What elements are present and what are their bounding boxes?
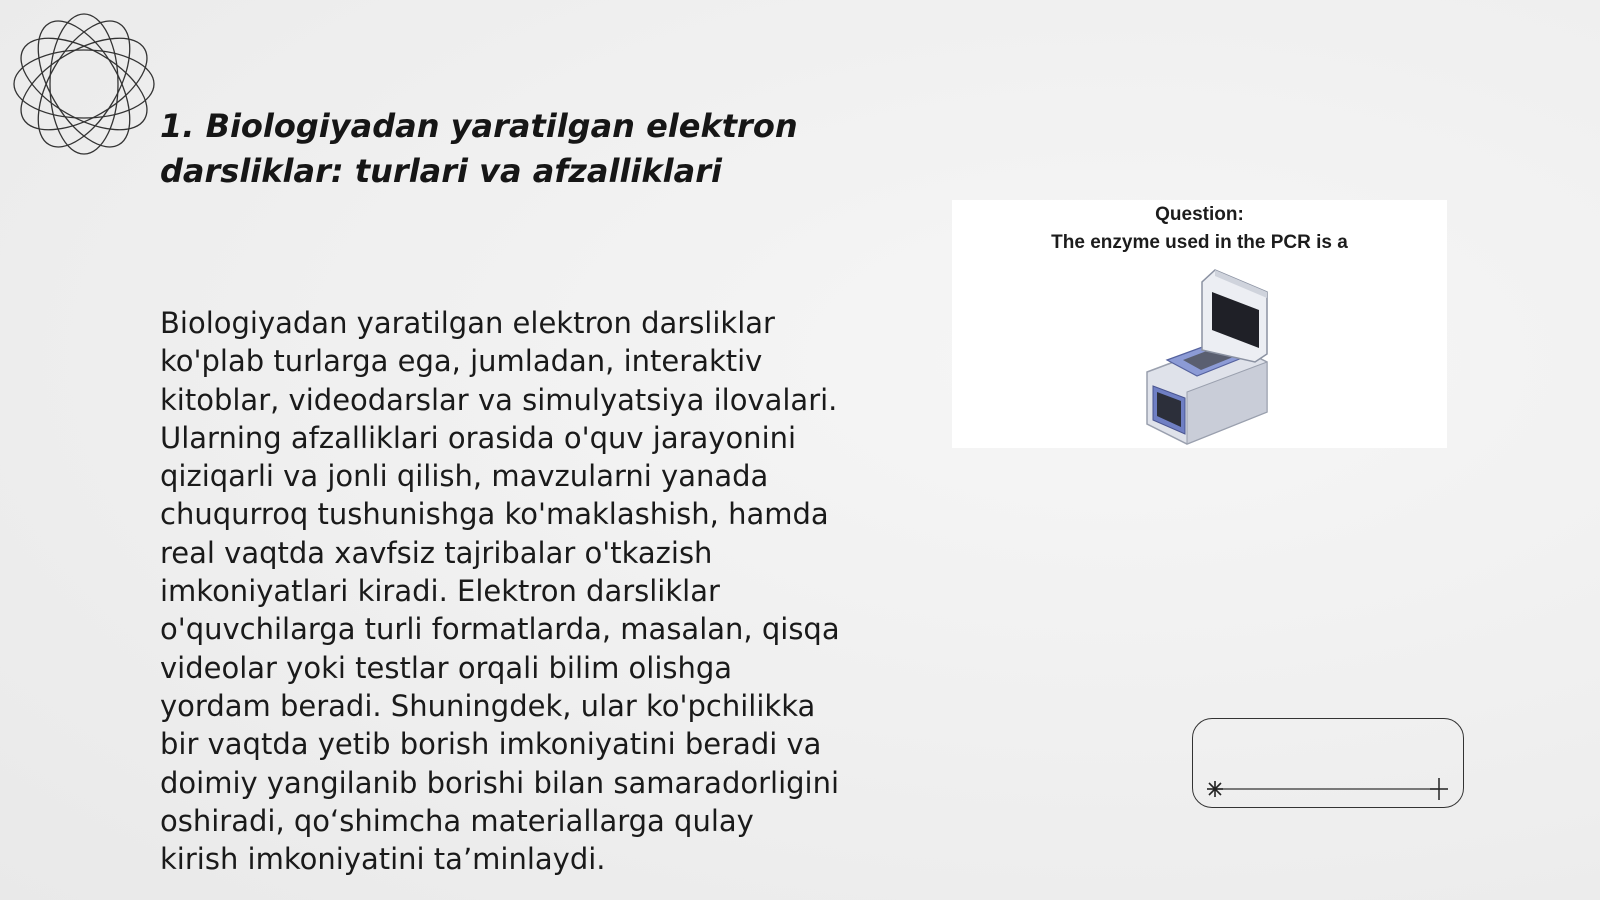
slide-body-text: Biologiyadan yaratilgan elektron darsliklar ko'plab turlarga ega, jumladan, interaktiv kitoblar, videodarslar va simulyatsiya ilovalari. Ularning afzalliklari orasida o'quv jarayonini qiziqarli va jonli qilish, mavzularni yanada chuqurroq tushunishga ko'maklashish, hamda real vaqtda xavfsiz tajribalar o'tkazish imkoniyatlari kiradi. Elektron darsliklar o'quvchilarga turli formatlarda, masalan, qisqa videolar yoki testlar orqali bilim olishga yordam beradi. Shuningdek, ular ko'pchilikka bir vaqtda yetib borish imkoniyatini beradi va doimiy yangilanib borishi bilan samaradorligini oshiradi, qo‘shimcha materiallarga qulay kirish imkoniyatini ta’minlaydi.	[160, 306, 840, 877]
question-text: The enzyme used in the PCR is a	[1051, 232, 1348, 253]
slider-track	[1193, 719, 1465, 809]
plus-icon	[1427, 777, 1451, 801]
question-label: Question:	[1155, 204, 1244, 225]
spirograph-logo-icon	[10, 10, 158, 158]
question-card	[952, 200, 1447, 448]
decorative-slider-card	[1192, 718, 1464, 808]
slide-title: 1. Biologiyadan yaratilgan elektron darsliklar: turlari va afzalliklari	[160, 107, 798, 190]
thermal-cycler-icon	[1117, 262, 1287, 447]
sparkle-icon	[1205, 779, 1225, 799]
